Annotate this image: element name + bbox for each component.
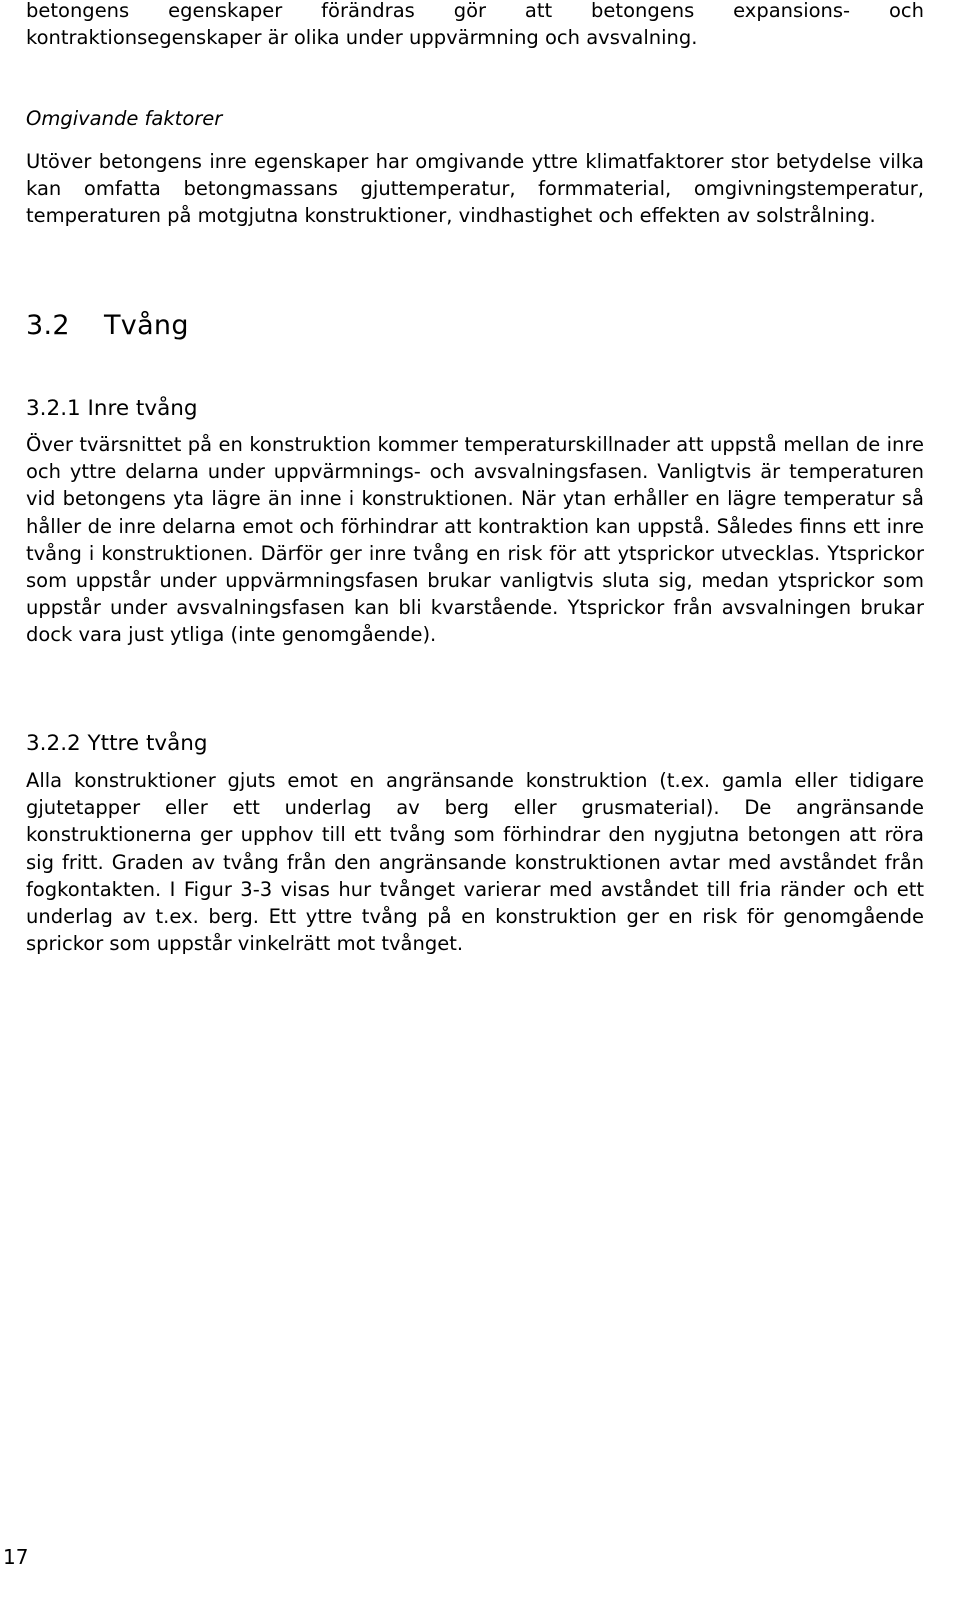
yttre-paragraph: Alla konstruktioner gjuts emot en angränsande konstruktion (t.ex. gamla eller tidigare gjutetapper eller ett underlag av berg eller grusmaterial). De angränsande konstruktionerna ger upphov till ett tvång som förhindrar den nygjutna betongen att röra sig fritt. Graden av tvång från den angränsande konstruktionen avtar med avståndet från fogkontakten. I Figur 3-3 visas hur tvånget varierar med avståndet till fria ränder och ett underlag av t.ex. berg. Ett yttre tvång på en konstruktion ger en risk för genomgående sprickor som uppstår vinkelrätt mot tvånget.	[26, 769, 924, 956]
intro-paragraph: betongens egenskaper förändras gör att betongens expansions- och kontraktionsegenskaper är olika under uppvärmning och avsvalning.	[26, 0, 924, 50]
section-heading	[26, 308, 189, 344]
omgivande-paragraph: Utöver betongens inre egenskaper har omgivande yttre klimatfaktorer stor betydelse vilka kan omfatta betongmassans gjuttemperatur, formmaterial, omgivningstemperatur, temperaturen på motgjutna konstruktioner, vindhastighet och effekten av solstrålning.	[26, 150, 924, 228]
inre-paragraph: Över tvärsnittet på en konstruktion kommer temperaturskillnader att uppstå mellan de inre och yttre delarna under uppvärmnings- och avsvalningsfasen. Vanligtvis är temperaturen vid betongens yta lägre än inne i konstruktionen. När ytan erhåller en lägre temperatur så håller de inre delarna emot och förhindrar att kontraktion kan uppstå. Således finns ett inre tvång i konstruktionen. Därför ger inre tvång en risk för att ytsprickor utvecklas. Ytsprickor som uppstår under uppvärmningsfasen brukar vanligtvis sluta sig, medan ytsprickor som uppstår under avsvalningsfasen kan bli kvarstående. Ytsprickor från avsvalningen brukar dock vara just ytliga (inte genomgående).	[26, 433, 924, 647]
omgivande-heading: Omgivande faktorer	[26, 107, 223, 130]
page-number: 17	[3, 1545, 29, 1569]
section-title: Tvång	[104, 310, 189, 341]
section-number: 3.2	[26, 310, 70, 341]
subsection-heading-yttre: 3.2.2 Yttre tvång	[26, 731, 208, 756]
subsection-heading-inre: 3.2.1 Inre tvång	[26, 396, 198, 421]
